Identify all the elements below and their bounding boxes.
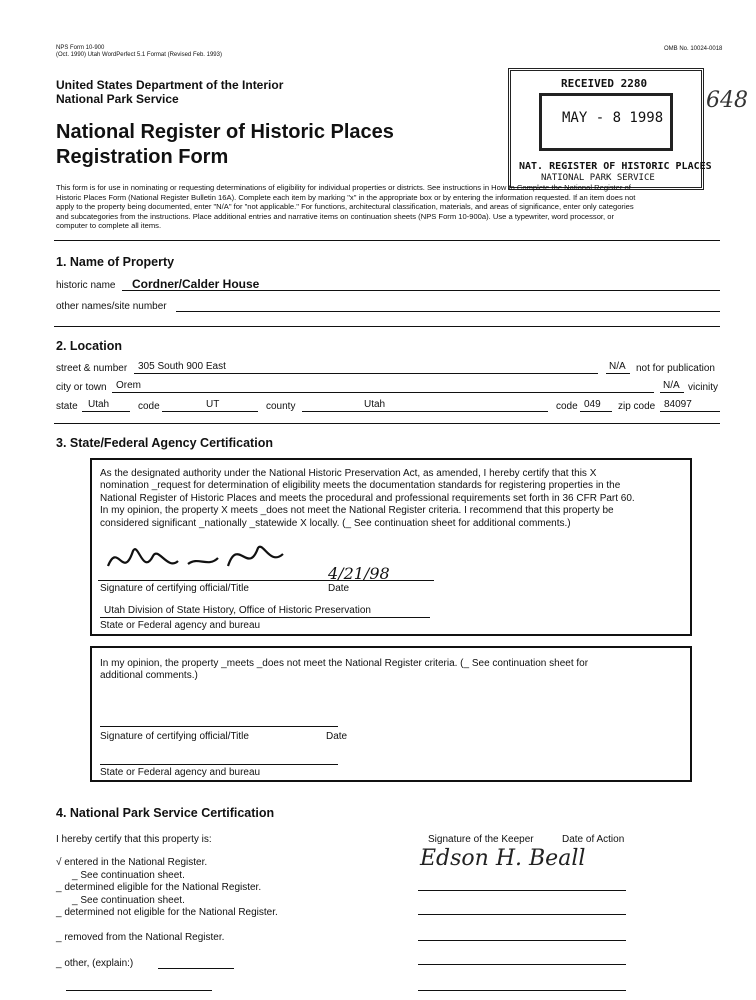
- state-code-label: code: [138, 401, 160, 412]
- not-publication-label: not for publication: [636, 363, 715, 374]
- keeper-line[interactable]: [418, 964, 626, 965]
- status-entered[interactable]: √ entered in the National Register.: [56, 857, 208, 868]
- stamp-received: RECEIVED 2280: [561, 77, 648, 90]
- keeper-line[interactable]: [418, 940, 626, 941]
- county-code-label: code: [556, 401, 578, 412]
- stamp-date: MAY - 8 1998: [562, 110, 664, 126]
- vicinity-field[interactable]: [660, 379, 684, 393]
- status-other[interactable]: _ other, (explain:): [56, 958, 134, 969]
- nps-status-list: [56, 857, 278, 920]
- certification-line: National Register of Historic Places and meets the procedural and professional requirements set forth in 36 CFR Part 60.: [100, 492, 635, 504]
- instructions-line: apply to the property being documented, enter "N/A" for "not applicable." For functions, architectural classification, materials, and areas of significance, enter only categories: [56, 202, 634, 211]
- historic-name-label: historic name: [56, 280, 116, 291]
- instructions-line: Historic Places Form (National Register Bulletin 16A). Complete each item by marking "x" in the appropriate box or by entering the information requested. If an item does not: [56, 192, 636, 202]
- county-value: Utah: [364, 399, 386, 410]
- section3-heading: 3. State/Federal Agency Certification: [56, 436, 273, 450]
- certification-line: considered significant _nationally _statewide X locally. (_ See continuation sheet for additional comments.): [100, 517, 571, 529]
- zip-field[interactable]: [660, 398, 720, 412]
- zip-label: zip code: [618, 401, 656, 412]
- omb-number: OMB No. 10024-0018: [664, 46, 723, 52]
- signature-line[interactable]: [100, 726, 338, 727]
- action-date-label: Date of Action: [562, 834, 625, 845]
- signature-label: Signature of certifying official/Title: [100, 583, 249, 594]
- status-removed[interactable]: _ removed from the National Register.: [56, 932, 225, 943]
- other-explain-line[interactable]: [66, 990, 212, 991]
- service-name: National Park Service: [56, 92, 179, 106]
- keeper-line[interactable]: [418, 990, 626, 991]
- instructions-paragraph: [56, 183, 716, 231]
- section4-intro: I hereby certify that this property is:: [56, 834, 212, 845]
- state-code-field[interactable]: [162, 398, 258, 412]
- section1-heading: 1. Name of Property: [56, 255, 175, 269]
- keeper-line[interactable]: [418, 890, 626, 891]
- stamp-org-line1: NAT. REGISTER OF HISTORIC PLACES: [519, 161, 712, 172]
- section2-heading: 2. Location: [56, 339, 122, 353]
- certification-line: In my opinion, the property X meets _does not meet the National Register criteria. I recommend that this property be: [100, 505, 614, 517]
- date-label: Date: [328, 583, 350, 594]
- form-edition: (Oct. 1990) Utah WordPerfect 5.1 Format (Revised Feb. 1993): [56, 52, 222, 58]
- certification-line: As the designated authority under the National Historic Preservation Act, as amended, I hereby certify that this X: [100, 468, 597, 479]
- street-label: street & number: [56, 363, 128, 374]
- form-title-line1: National Register of Historic Places: [56, 121, 394, 143]
- instructions-line: computer to complete all items.: [56, 221, 162, 230]
- signed-date: 4/21/98: [328, 564, 390, 583]
- stamp-org-line2: NATIONAL PARK SERVICE: [541, 173, 655, 183]
- vicinity-value: N/A: [663, 380, 680, 391]
- status-entered-continuation[interactable]: _ See continuation sheet.: [72, 869, 185, 881]
- received-stamp: [508, 68, 712, 190]
- city-value: Orem: [116, 380, 141, 391]
- stamp-date-box: [539, 93, 673, 151]
- opinion-line: In my opinion, the property _meets _does not meet the National Register criteria. (_ See continuation sheet for: [100, 658, 589, 669]
- not-publication-value: N/A: [609, 361, 626, 372]
- vicinity-label: vicinity: [688, 382, 719, 393]
- opinion-line: additional comments.): [100, 670, 198, 682]
- zip-value: 84097: [664, 399, 692, 410]
- divider: [54, 423, 720, 424]
- city-field[interactable]: [112, 379, 654, 393]
- state-code-value: UT: [206, 399, 220, 410]
- agency-line[interactable]: [100, 764, 338, 765]
- historic-name-value: Cordner/Calder House: [132, 277, 260, 291]
- form-number: NPS Form 10-900: [56, 45, 105, 51]
- divider: [54, 240, 720, 241]
- opinion-text: [100, 658, 588, 683]
- agency-label-2: State or Federal agency and bureau: [100, 767, 261, 778]
- state-label: state: [56, 401, 78, 412]
- instructions-line: and subcategories from the instructions. Place additional entries and narrative items on continuation sheets (NPS Form 10-900a). Use a typewriter, word processor, or: [56, 211, 614, 221]
- not-publication-field[interactable]: [606, 360, 630, 374]
- signature-line: [98, 580, 434, 581]
- city-label: city or town: [56, 382, 107, 393]
- keeper-signature: Edson H. Beall: [420, 846, 586, 871]
- county-label: county: [266, 401, 296, 412]
- instructions-line: This form is for use in nominating or requesting determinations of eligibility for individual properties or districts. See instructions in How to Complete the National Register of: [56, 183, 631, 192]
- agency-value: Utah Division of State History, Office of Historic Preservation: [104, 605, 371, 616]
- state-value: Utah: [88, 399, 110, 410]
- form-title-line2: Registration Form: [56, 146, 229, 168]
- other-names-field[interactable]: [176, 298, 720, 312]
- street-value: 305 South 900 East: [138, 361, 226, 372]
- street-field[interactable]: [134, 360, 598, 374]
- status-eligible[interactable]: _ determined eligible for the National Register.: [56, 882, 262, 894]
- margin-note: 648: [706, 88, 748, 113]
- certification-line: nomination _request for determination of eligibility meets the documentation standards for registering properties in the: [100, 480, 621, 492]
- agency-field: [100, 605, 430, 618]
- keeper-label: Signature of the Keeper: [428, 834, 534, 845]
- state-field[interactable]: [82, 398, 130, 412]
- certification-text: [100, 468, 635, 530]
- opinion-box: [90, 646, 692, 782]
- other-names-label: other names/site number: [56, 301, 167, 312]
- county-field[interactable]: [302, 398, 548, 412]
- status-not-eligible[interactable]: _ determined not eligible for the National Register.: [56, 907, 278, 919]
- section4-heading: 4. National Park Service Certification: [56, 806, 275, 820]
- state-certification-box: [90, 458, 692, 636]
- county-code-field[interactable]: [580, 398, 612, 412]
- department-name: United States Department of the Interior: [56, 78, 284, 92]
- status-eligible-continuation[interactable]: _ See continuation sheet.: [72, 894, 185, 906]
- signature-label-2: Signature of certifying official/Title: [100, 731, 249, 742]
- divider: [54, 326, 720, 327]
- keeper-line[interactable]: [418, 914, 626, 915]
- historic-name-field[interactable]: [122, 277, 720, 291]
- other-explain-field[interactable]: [158, 956, 234, 969]
- agency-label: State or Federal agency and bureau: [100, 620, 261, 631]
- official-signature: [98, 536, 318, 586]
- date-label-2: Date: [326, 731, 348, 742]
- county-code-value: 049: [584, 399, 601, 410]
